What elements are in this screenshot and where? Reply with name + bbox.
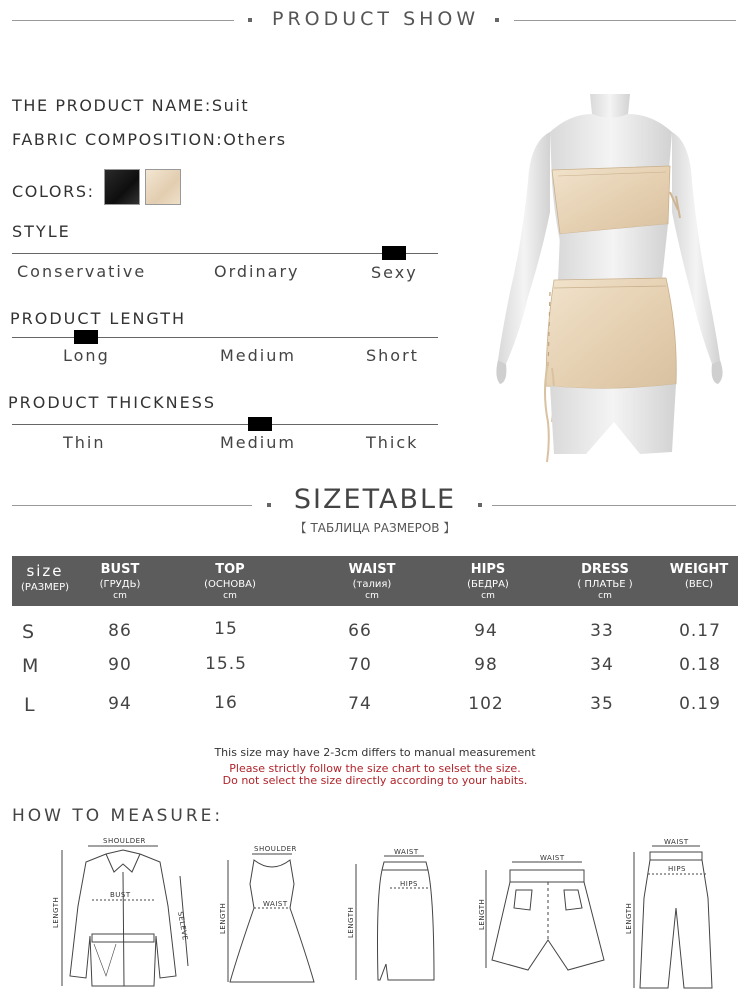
thickness-label-medium: Medium (220, 433, 296, 452)
measurement-note: This size may have 2-3cm differs to manual measurement (214, 746, 536, 759)
page-title: PRODUCT SHOW (272, 8, 480, 30)
jacket-length-label: LENGTH (52, 896, 60, 928)
sizetable-subtitle: 【 ТАБЛИЦА РАЗМЕРОВ 】 (294, 521, 456, 535)
color-swatch-beige[interactable] (145, 169, 181, 205)
product-mannequin-image (490, 92, 730, 470)
header-rule-right (514, 20, 736, 21)
length-label-long: Long (63, 346, 110, 365)
table-cell: 94 (474, 621, 498, 641)
col-hips-ru: (БЕДРА) (467, 579, 509, 590)
sizetable-rule-right (492, 505, 736, 506)
style-label-sexy: Sexy (371, 263, 418, 282)
col-bust-ru: (ГРУДЬ) (99, 579, 141, 590)
skirt-measure-diagram (342, 848, 442, 994)
col-size-ru: (РАЗМЕР) (20, 582, 70, 593)
thickness-scale-line (12, 424, 438, 425)
style-selected-marker (382, 246, 406, 260)
col-hips (456, 556, 520, 601)
shorts-measure-diagram (478, 850, 618, 980)
header-dot-right (495, 18, 499, 22)
table-cell: 35 (590, 694, 614, 714)
table-cell: 15.5 (205, 654, 247, 674)
col-hips-en: HIPS (470, 562, 506, 577)
table-cell: L (24, 694, 36, 716)
table-cell: 102 (468, 694, 504, 714)
table-cell: 70 (348, 655, 372, 675)
dress-waist-label: WAIST (263, 900, 288, 908)
sizetable-dot-right (478, 503, 482, 507)
col-waist-ru: (талия) (352, 579, 392, 590)
length-label-short: Short (366, 346, 419, 365)
col-bust (90, 556, 150, 601)
table-cell: 90 (108, 655, 132, 675)
fabric-composition (12, 130, 287, 149)
table-cell: 98 (474, 655, 498, 675)
col-weight (666, 556, 732, 590)
col-top (198, 556, 262, 601)
col-dress-en: DRESS (581, 562, 629, 577)
thickness-label-thin: Thin (63, 433, 106, 452)
col-top-unit: cm (223, 591, 237, 601)
col-dress (570, 556, 640, 601)
table-cell: 15 (214, 619, 238, 639)
table-cell: 16 (214, 693, 238, 713)
length-title: PRODUCT LENGTH (10, 309, 187, 328)
col-size-en: size (26, 562, 64, 580)
size-warning-2: Do not select the size directly according to your habits. (222, 774, 528, 787)
shorts-waist-label: WAIST (540, 854, 565, 862)
dress-length-label: LENGTH (219, 902, 227, 934)
table-cell: 33 (590, 621, 614, 641)
style-label-ordinary: Ordinary (214, 262, 300, 281)
table-cell: 0.18 (679, 655, 721, 675)
col-weight-ru: (ВЕС) (685, 579, 713, 590)
fabric-label: FABRIC COMPOSITION: (12, 130, 224, 149)
col-waist-en: WAIST (348, 562, 396, 577)
product-name (12, 96, 249, 115)
size-table-header (12, 556, 738, 606)
style-scale-line (12, 253, 438, 254)
table-cell: 86 (108, 621, 132, 641)
fabric-value: Others (223, 130, 287, 149)
pants-length-label: LENGTH (625, 902, 633, 934)
table-cell: 34 (590, 655, 614, 675)
pants-measure-diagram (622, 838, 732, 996)
length-selected-marker (74, 330, 98, 344)
skirt-hips-label: HIPS (400, 880, 418, 888)
jacket-shoulder-label: SHOULDER (103, 837, 146, 845)
skirt-length-label: LENGTH (347, 906, 355, 938)
product-name-label: THE PRODUCT NAME: (12, 96, 212, 115)
col-bust-unit: cm (113, 591, 127, 601)
table-cell: 0.17 (679, 621, 721, 641)
table-cell: 94 (108, 694, 132, 714)
style-label-conservative: Conservative (17, 262, 147, 281)
shorts-length-label: LENGTH (478, 898, 486, 930)
table-cell: 66 (348, 621, 372, 641)
col-waist (340, 556, 404, 601)
col-dress-unit: cm (598, 591, 612, 601)
table-cell: 74 (348, 694, 372, 714)
jacket-measure-diagram (48, 836, 198, 994)
length-label-medium: Medium (220, 346, 296, 365)
dress-shoulder-label: SHOULDER (254, 845, 297, 853)
sizetable-title: SIZETABLE (293, 484, 457, 515)
thickness-title: PRODUCT THICKNESS (8, 393, 216, 412)
thickness-label-thick: Thick (366, 433, 419, 452)
pants-hips-label: HIPS (668, 865, 686, 873)
table-cell: S (22, 621, 36, 643)
col-weight-en: WEIGHT (669, 562, 729, 577)
col-bust-en: BUST (100, 562, 140, 577)
table-cell: M (22, 655, 40, 677)
jacket-bust-label: BUST (110, 891, 131, 899)
table-cell: 0.19 (679, 694, 721, 714)
colors-label: COLORS: (12, 182, 95, 201)
col-dress-ru: ( ПЛАТЬЕ ) (577, 579, 633, 590)
skirt-waist-label: WAIST (394, 848, 419, 856)
product-name-value: Suit (211, 96, 250, 115)
color-swatch-black[interactable] (104, 169, 140, 205)
size-warning-1: Please strictly follow the size chart to selset the size. (229, 762, 521, 775)
style-title: STYLE (12, 222, 71, 241)
header-rule-left (12, 20, 234, 21)
col-hips-unit: cm (481, 591, 495, 601)
dress-measure-diagram (218, 844, 318, 994)
thickness-selected-marker (248, 417, 272, 431)
col-top-ru: (ОСНОВА) (204, 579, 256, 590)
how-to-measure-title: HOW TO MEASURE: (12, 806, 224, 826)
jacket-sleeve-label: SELEVE (176, 910, 190, 942)
col-waist-unit: cm (365, 591, 379, 601)
pants-waist-label: WAIST (664, 838, 689, 846)
col-top-en: TOP (215, 562, 245, 577)
col-size (12, 556, 78, 593)
header-dot-left (248, 18, 252, 22)
